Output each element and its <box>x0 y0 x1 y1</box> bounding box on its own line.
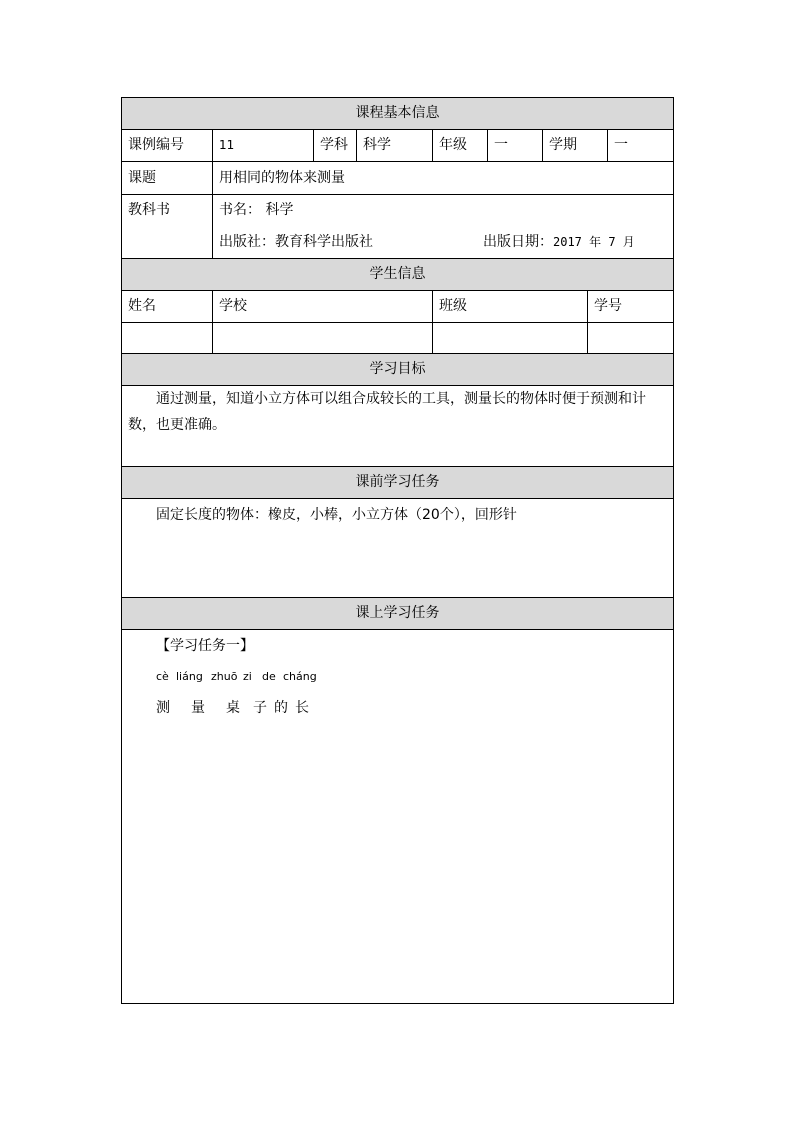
learning-goal-header <box>122 354 673 386</box>
school-label: 学校 <box>213 291 433 322</box>
hanzi-character: 测 <box>156 700 170 716</box>
student-id-field[interactable] <box>588 323 673 353</box>
basic-info-title: 课程基本信息 <box>355 105 440 121</box>
case-no-label: 课例编号 <box>122 130 213 161</box>
student-value-row <box>122 323 673 354</box>
in-class-task-header <box>122 598 673 630</box>
term-label: 学期 <box>543 130 608 161</box>
topic-row <box>122 162 673 195</box>
grade-value: 一 <box>488 130 543 161</box>
topic-label: 课题 <box>122 162 213 194</box>
task-one-title: 【学习任务一】 <box>156 638 254 654</box>
term-value: 一 <box>614 137 628 153</box>
class-label: 班级 <box>433 291 588 322</box>
hanzi-character: 的 <box>274 700 288 716</box>
hanzi-character: 量 <box>191 700 205 716</box>
publish-date-value: 2017 年 7 月 <box>553 235 635 249</box>
pre-class-task-header <box>122 467 673 499</box>
textbook-details <box>213 195 673 258</box>
grade-label: 年级 <box>433 130 488 161</box>
pinyin-syllable: cháng <box>283 670 317 683</box>
learning-goal-row <box>122 386 673 467</box>
class-field[interactable] <box>433 323 588 353</box>
name-label: 姓名 <box>122 291 213 322</box>
pinyin-syllable: de <box>262 670 276 683</box>
pre-class-task-text: 固定长度的物体：橡皮，小棒，小立方体（20个），回形针 <box>156 507 517 523</box>
student-info-header <box>122 259 673 291</box>
book-name: 书名： 科学 <box>219 202 294 218</box>
in-class-task-title: 课上学习任务 <box>355 605 440 621</box>
textbook-row <box>122 195 673 259</box>
in-class-task-row <box>122 630 673 1003</box>
subject-label: 学科 <box>314 130 357 161</box>
pre-class-task-row <box>122 499 673 598</box>
student-info-title: 学生信息 <box>369 266 426 282</box>
pinyin-syllable: zhuō <box>211 670 238 683</box>
pinyin-syllable: zi <box>243 670 252 683</box>
textbook-label: 教科书 <box>122 195 213 258</box>
subject-value: 科学 <box>357 130 433 161</box>
topic-value: 用相同的物体来测量 <box>219 170 345 186</box>
lesson-form-table <box>121 97 674 1004</box>
hanzi-line <box>156 696 356 720</box>
school-field[interactable] <box>213 323 433 353</box>
pre-class-task-title: 课前学习任务 <box>355 474 440 490</box>
pinyin-line <box>156 666 356 688</box>
student-id-label: 学号 <box>594 298 622 314</box>
learning-goal-title: 学习目标 <box>369 361 426 377</box>
name-field[interactable] <box>122 323 213 353</box>
publish-date <box>483 227 635 257</box>
pinyin-syllable: cè <box>156 670 169 683</box>
learning-goal-text: 通过测量，知道小立方体可以组合成较长的工具，测量长的物体时便于预测和计数，也更准确。 <box>128 391 646 433</box>
case-no-value: 11 <box>213 130 314 161</box>
basic-info-header <box>122 98 673 130</box>
basic-info-row <box>122 130 673 162</box>
hanzi-character: 桌 <box>226 700 240 716</box>
hanzi-character: 子 <box>253 700 267 716</box>
student-label-row <box>122 291 673 323</box>
publish-date-label: 出版日期： <box>483 234 553 250</box>
publisher: 出版社：教育科学出版社 <box>219 234 373 250</box>
hanzi-character: 长 <box>295 700 309 716</box>
pinyin-syllable: liáng <box>176 670 203 683</box>
